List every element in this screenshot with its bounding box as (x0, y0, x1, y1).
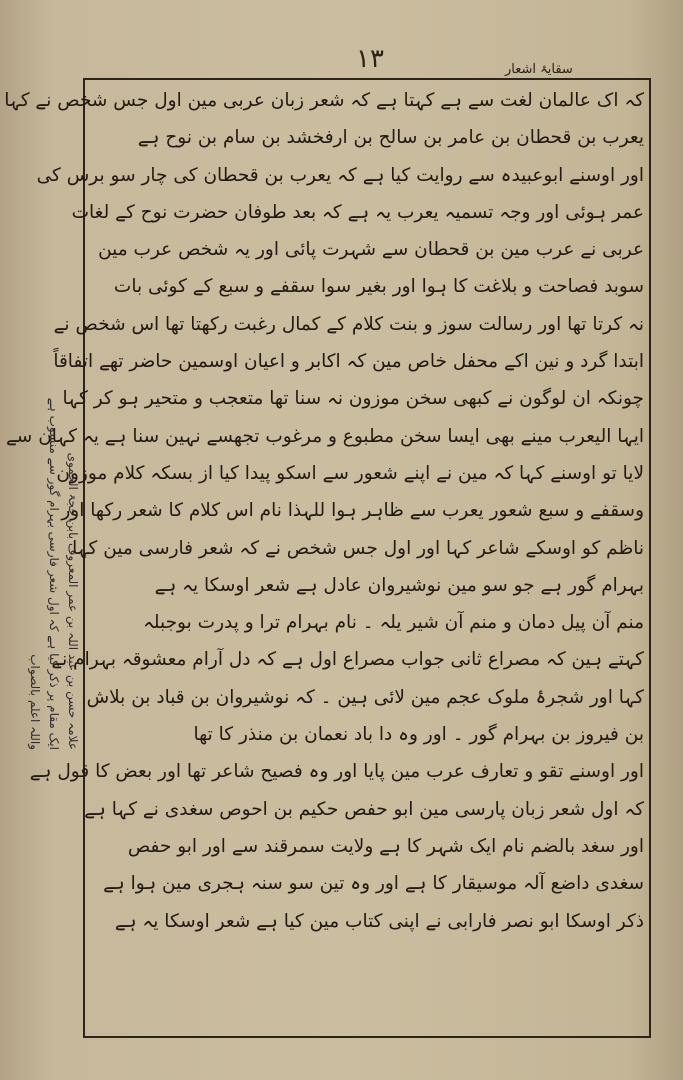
text-line: اور سغد بالضم نام ایک شہر کا ہے ولایت سمرقند سے اور ابو حفص (127, 835, 644, 857)
text-line: عمر ہوئی اور وجہ تسمیہ یعرب یہ ہے کہ بعد طوفان حضرت نوح کے لغات (71, 201, 644, 223)
text-line: بہرام گور ہے جو سو مین نوشیروان عادل ہے شعر اوسکا یہ ہے (154, 574, 644, 596)
running-head: سقایۂ اشعار (505, 62, 573, 77)
text-line: ناظم کو اوسکے شاعر کہا اور اول جس شخص نے کہ شعر فارسی مین کہا (72, 537, 644, 559)
page-number: ١٣ (356, 44, 384, 74)
text-line: چونکہ ان لوگون نے کبھی سخن موزون نہ سنا تھا متعجب و متحیر ہو کر کہا (62, 388, 644, 410)
text-line: نہ کرتا تھا اور رسالت سوز و بنت کلام کے کمال رغبت رکھتا تھا اس شخص نے (53, 313, 644, 335)
text-line: کہتے ہین کہ مصراع ثانی جواب مصراع اول ہے کہ دل آرام معشوقہ بہرام نے (51, 649, 644, 671)
text-line: اور اوسنے تقو و تعارف عرب مین پایا اور وہ فصیح شاعر تھا اور بعض کا قول ہے (29, 761, 644, 783)
text-line: یعرب بن قحطان بن عامر بن سالح بن ارفخشد بن سام بن نوح ہے (137, 127, 644, 149)
text-line: کہا اور شجرۂ ملوک عجم مین لائی ہین ۔ کہ نوشیروان بن قباد بن بلاش (86, 686, 644, 708)
text-line: عربی نے عرب مین بن قحطان سے شہرت پائی اور یہ شخص عرب مین (98, 239, 644, 261)
text-line: لایا تو اوسنے کہا کہ مین نے اپنے شعور سے اسکو پیدا کیا از بسکہ کلام موزون (56, 462, 644, 484)
text-line: ذکر اوسکا ابو نصر فارابی نے اپنی کتاب مین کیا ہے شعر اوسکا یہ ہے (114, 910, 644, 932)
text-line: اور اوسنے ابوعبیدہ سے روایت کیا ہے کہ یعرب بن قحطان کی چار سو برس کی (36, 164, 644, 186)
text-line: کہ اک عالمان لغت سے ہے کہتا ہے کہ شعر زبان عربی مین اول جس شخص نے کہا (4, 90, 644, 111)
text-line: وسقفے و سبع شعور یعرب سے ظاہر ہوا للہذا نام اس کلام کا شعر رکھا اور (61, 500, 644, 522)
margin-note-line: ایک مقام پر ذکر کیا ہے کہ اول شعر فارسی بہرام گور سے منسوب ہے (47, 397, 61, 750)
text-line: سغدی داضع آلہ موسیقار کا ہے اور وہ تین سو سنہ ہجری مین ہوا ہے (103, 873, 644, 895)
text-line: بن فیروز بن بہرام گور ۔ اور وہ دا باد نعمان بن منذر کا تھا (193, 724, 644, 746)
margin-note-line: واللہ اعلم بالصواب (28, 654, 42, 750)
text-line: سوبد فصاحت و بلاغت کا ہوا اور بغیر سوا سقفے و سبع کے کوئی بات (113, 276, 644, 298)
text-line: ابتدا گرد و نین اکے محفل خاص مین کہ اکابر و اعیان اوسمین حاضر تھے اتفاقاً (53, 351, 644, 373)
text-line: منم آن پیل دمان و منم آن شیر یلہ ۔ نام بہرام ترا و پدرت بوجبلہ (143, 612, 644, 634)
text-line: ایہا الیعرب مینے بھی ایسا سخن مطبوع و مرغوب تجھسے نہین سنا ہے یہ کہان سے (5, 425, 644, 447)
text-line: کہ اول شعر زبان پارسی مین ابو حفص حکیم بن احوص سغدی نے کہا ہے (84, 798, 644, 820)
margin-note-line: علامہ حسن بن عبد اللہ بن عمر المعروف بابن حجۃ الحموی (66, 452, 80, 750)
